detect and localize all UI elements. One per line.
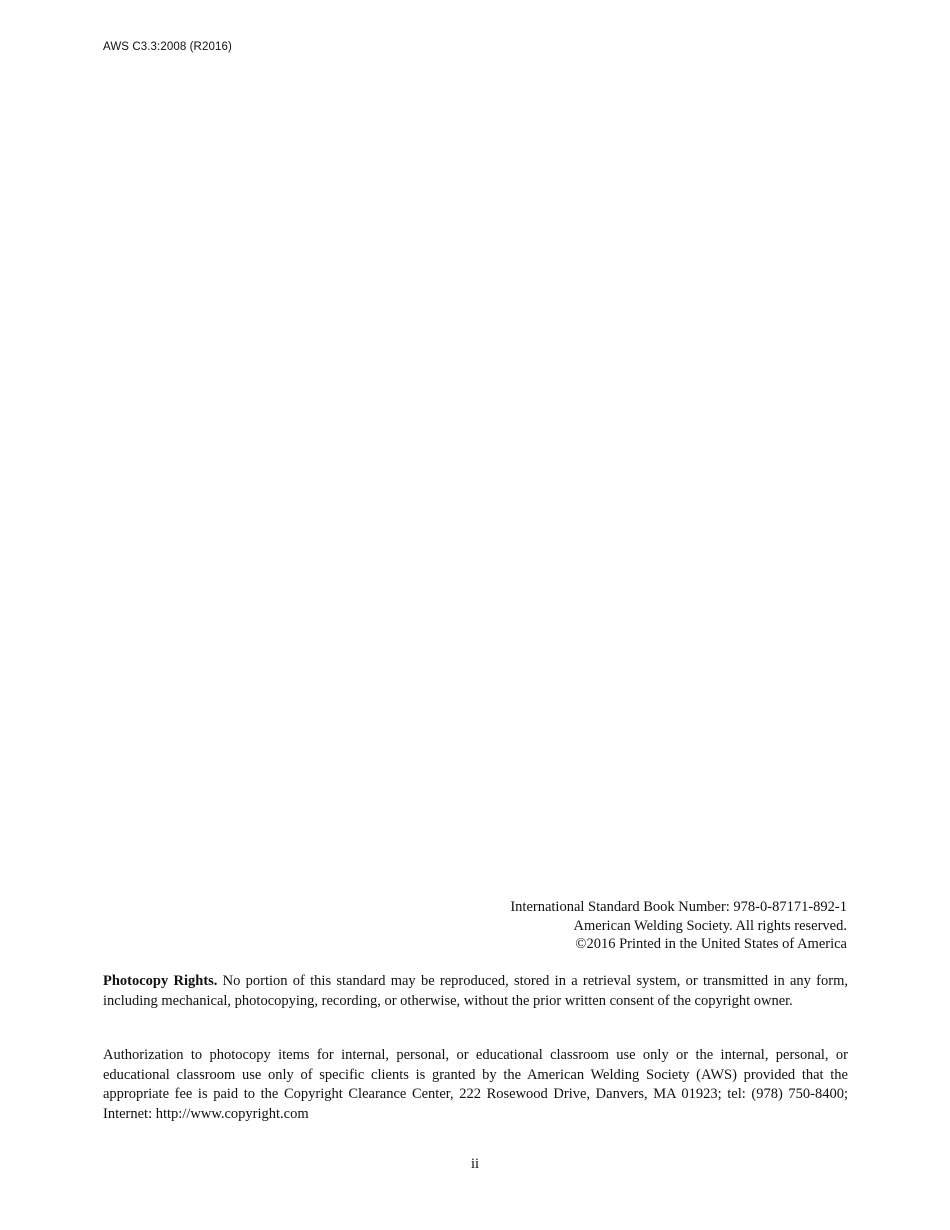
printed-line: ©2016 Printed in the United States of America <box>575 936 847 953</box>
rights-line: American Welding Society. All rights reserved. <box>573 917 847 934</box>
authorization-paragraph: Authorization to photocopy items for internal, personal, or educational classroom use only or the internal, personal, or educational classroom use only of specific clients is granted by the American Welding Society (AWS) provided that the appropriate fee is paid to the Copyright Clearance Center, 222 Rosewood Drive, Danvers, MA 01923; tel: (978) 750-8400; Internet: http://www.copyright.com <box>103 1047 848 1122</box>
photocopy-rights-heading: Photocopy Rights. <box>103 973 218 989</box>
page-number: ii <box>470 1156 480 1172</box>
photocopy-rights-paragraph <box>103 972 848 1011</box>
isbn-line: International Standard Book Number: 978-0-87171-892-1 <box>510 899 847 915</box>
running-header: AWS C3.3:2008 (R2016) <box>103 41 232 53</box>
photocopy-rights-text: No portion of this standard may be reproduced, stored in a retrieval system, or transmitted in any form, including mechanical, photocopying, recording, or otherwise, without the prior written consent of the copyright owner. <box>103 973 848 1009</box>
copyright-block <box>510 898 847 954</box>
